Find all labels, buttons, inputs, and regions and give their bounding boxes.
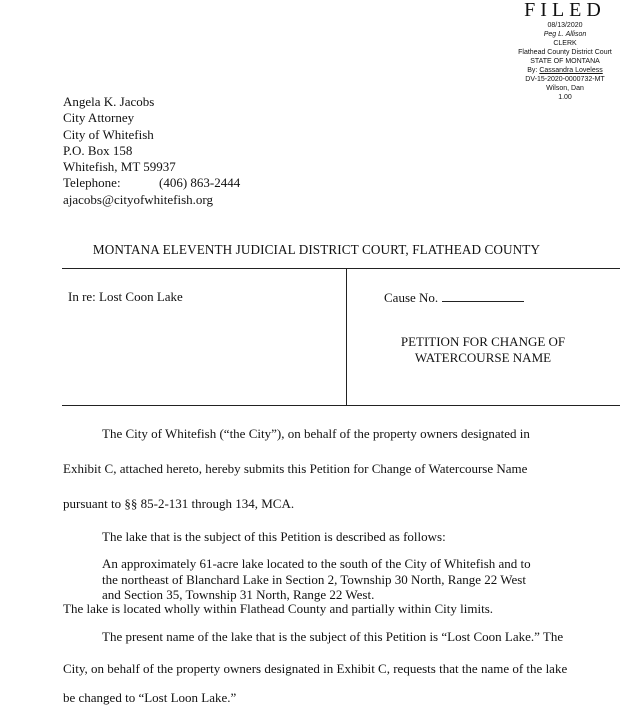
paragraph-1-line2: Exhibit C, attached hereto, hereby submits this Petition for Change of Watercourse Name (63, 461, 528, 476)
caption-top-rule (62, 268, 620, 269)
phone-label: Telephone: (63, 175, 121, 191)
paragraph-4-line1: The present name of the lake that is the subject of this Petition is “Lost Coon Lake.” The (102, 629, 564, 644)
filed-stamp (500, 0, 630, 102)
caption-bottom-rule (62, 405, 620, 406)
cause-label: Cause No. (384, 290, 439, 305)
attorney-address2: Whitefish, MT 59937 (63, 159, 176, 175)
stamp-by-name: Cassandra Loveless (539, 67, 603, 74)
court-title: MONTANA ELEVENTH JUDICIAL DISTRICT COURT, FLATHEAD COUNTY (92, 242, 541, 257)
phone-number: (406) 863-2444 (159, 175, 241, 191)
paragraph-4-line2: City, on behalf of the property owners designated in Exhibit C, requests that the name of the lake (63, 661, 568, 676)
filed-label: FILED (524, 0, 606, 21)
lake-description-line3: and Section 35, Township 31 North, Range 22 West. (102, 587, 375, 602)
stamp-court: Flathead County District Court (518, 49, 612, 56)
stamp-by-label: By: (527, 67, 538, 74)
attorney-address1: P.O. Box 158 (63, 142, 133, 158)
petition-title-line1: PETITION FOR CHANGE OF (400, 334, 566, 349)
attorney-org: City of Whitefish (63, 126, 154, 142)
clerk-title: CLERK (553, 40, 577, 47)
lake-description (102, 556, 602, 603)
lake-description-line2: the northeast of Blanchard Lake in Section 2, Township 30 North, Range 22 West (102, 571, 526, 587)
stamp-by (500, 66, 630, 75)
paragraph-1-line1: The City of Whitefish (“the City”), on behalf of the property owners designated in (102, 426, 530, 441)
attorney-block (63, 94, 240, 208)
cause-number (384, 289, 524, 306)
paragraph-2: The lake that is the subject of this Petition is described as follows: (102, 529, 446, 544)
in-re-label: In re: Lost Coon Lake (68, 289, 183, 304)
case-caption (62, 268, 620, 406)
filed-date: 08/13/2020 (547, 22, 583, 29)
attorney-title: City Attorney (63, 110, 135, 126)
petition-title-line2: WATERCOURSE NAME (414, 350, 552, 365)
clerk-name: Peg L. Allison (543, 31, 587, 38)
lake-description-line1: An approximately 61-acre lake located to the south of the City of Whitefish and to (102, 556, 531, 571)
paragraph-3: The lake is located wholly within Flathead County and partially within City limits. (63, 601, 494, 616)
cause-blank-line (442, 289, 524, 302)
stamp-version: 1.00 (558, 94, 572, 101)
stamp-state: STATE OF MONTANA (530, 58, 600, 65)
petition-title (346, 334, 620, 366)
stamp-case-number: DV-15-2020-0000732-MT (525, 76, 605, 83)
attorney-phone-line (63, 175, 240, 191)
attorney-email: ajacobs@cityofwhitefish.org (63, 191, 214, 207)
stamp-judge: Wilson, Dan (546, 85, 584, 92)
paragraph-1-line3: pursuant to §§ 85-2-131 through 134, MCA. (63, 496, 295, 511)
paragraph-4-line3: be changed to “Lost Loon Lake.” (63, 690, 237, 705)
attorney-name: Angela K. Jacobs (63, 94, 155, 109)
